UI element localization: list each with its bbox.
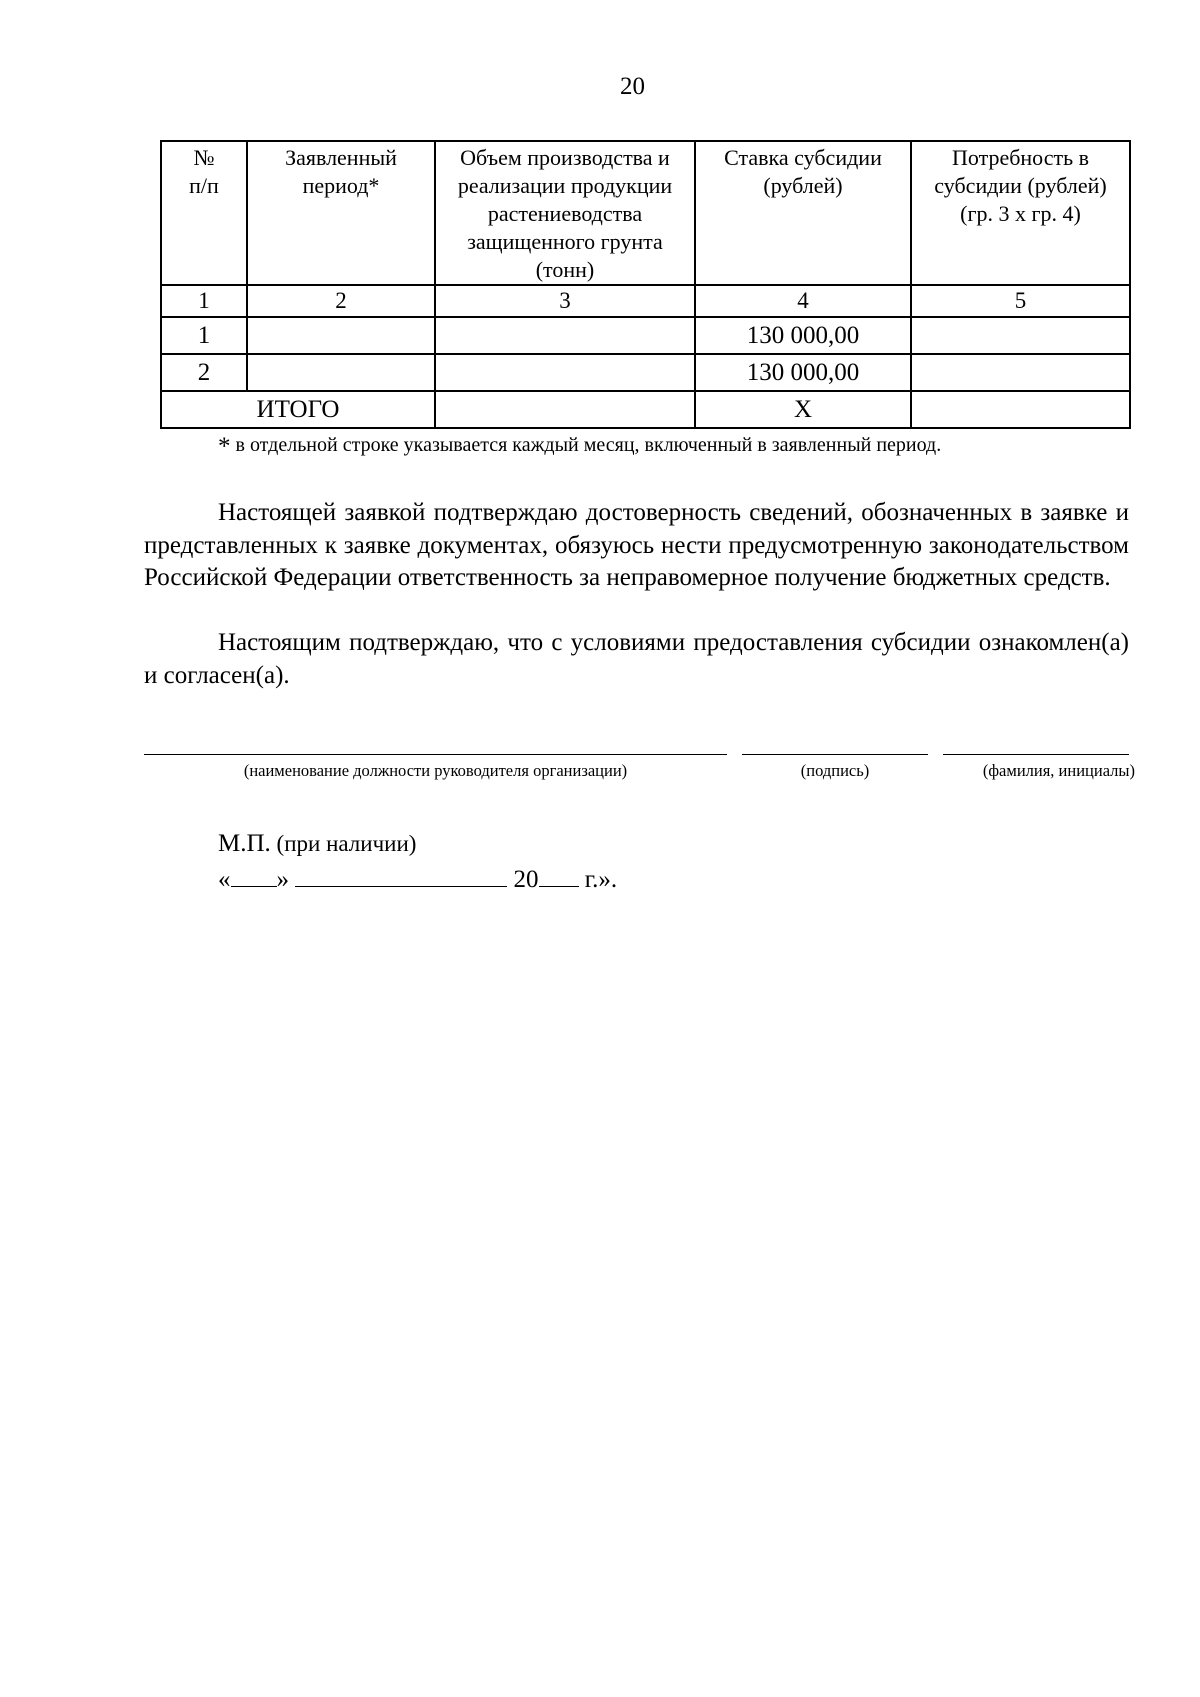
header-rate: Ставка субсидии (рублей) bbox=[695, 141, 911, 285]
year-blank bbox=[539, 862, 579, 887]
confirmation-paragraph: Настоящей заявкой подтверждаю достоверность сведений, обозначенных в заявке и представленных к заявке документах, обязуюсь нести предусмотренную законодательством Российской Федерации ответственность за неправомерное получение бюджетных средств. bbox=[144, 499, 1129, 591]
period-cell bbox=[247, 317, 435, 354]
total-need-cell bbox=[911, 391, 1130, 428]
total-volume-cell bbox=[435, 391, 695, 428]
column-number: 2 bbox=[247, 285, 435, 317]
column-number: 5 bbox=[911, 285, 1130, 317]
stamp-note: (при наличии) bbox=[270, 831, 417, 856]
header-number: № п/п bbox=[161, 141, 247, 285]
header-need: Потребность в субсидии (рублей) (гр. 3 х гр. 4) bbox=[911, 141, 1130, 285]
name-signature-line bbox=[943, 754, 1129, 755]
footnote-mark: * bbox=[218, 433, 231, 460]
signature-caption: (подпись) bbox=[800, 761, 870, 780]
table-row bbox=[161, 354, 1130, 391]
signature-line bbox=[742, 754, 928, 755]
subsidy-table bbox=[160, 140, 1131, 429]
consent-paragraph: Настоящим подтверждаю, что с условиями предоставления субсидии ознакомлен(а) и согласен(а). bbox=[144, 629, 1129, 689]
month-blank bbox=[295, 862, 507, 887]
rate-cell: 130 000,00 bbox=[695, 317, 911, 354]
row-number: 1 bbox=[161, 317, 247, 354]
header-volume: Объем производства и реализации продукции растениеводства защищенного грунта (тонн) bbox=[435, 141, 695, 285]
need-cell bbox=[911, 317, 1130, 354]
row-number: 2 bbox=[161, 354, 247, 391]
volume-cell bbox=[435, 317, 695, 354]
column-number: 4 bbox=[695, 285, 911, 317]
footnote-text: в отдельной строке указывается каждый месяц, включенный в заявленный период. bbox=[230, 434, 942, 456]
name-caption: (фамилия, инициалы) bbox=[982, 761, 1135, 780]
table-footnote bbox=[218, 432, 1138, 460]
stamp-label: М.П. bbox=[218, 830, 271, 857]
header-period: Заявленный период* bbox=[247, 141, 435, 285]
date-suffix: г.». bbox=[578, 866, 618, 893]
table-header-row bbox=[161, 141, 1130, 285]
total-rate-cell: Х bbox=[695, 391, 911, 428]
table-row bbox=[161, 317, 1130, 354]
need-cell bbox=[911, 354, 1130, 391]
column-number: 3 bbox=[435, 285, 695, 317]
volume-cell bbox=[435, 354, 695, 391]
date-line bbox=[218, 862, 617, 895]
rate-cell: 130 000,00 bbox=[695, 354, 911, 391]
date-open-quote: « bbox=[218, 866, 231, 893]
column-number: 1 bbox=[161, 285, 247, 317]
day-blank bbox=[231, 862, 277, 887]
position-caption: (наименование должности руководителя организации) bbox=[243, 761, 628, 780]
position-signature-line bbox=[144, 754, 727, 755]
year-prefix: 20 bbox=[513, 866, 539, 893]
column-number-row bbox=[161, 285, 1130, 317]
period-cell bbox=[247, 354, 435, 391]
total-row bbox=[161, 391, 1130, 428]
date-close-quote: » bbox=[276, 866, 289, 893]
stamp-line bbox=[218, 829, 416, 859]
page-number: 20 bbox=[620, 73, 645, 100]
total-label: ИТОГО bbox=[161, 391, 435, 428]
